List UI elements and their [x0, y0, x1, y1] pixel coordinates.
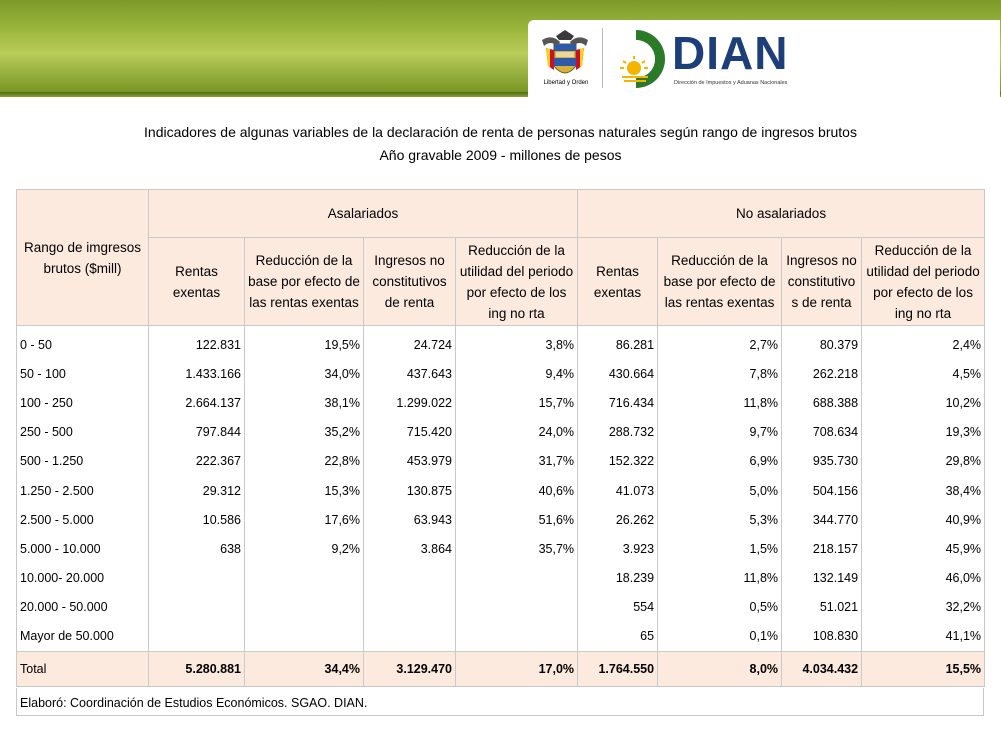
table-row [17, 447, 985, 476]
value-cell: 9,4% [456, 359, 578, 388]
page-title: Indicadores de algunas variables de la declaración de renta de personas naturales según rango de ingresos brutos [144, 124, 857, 140]
col-header: Reducción de la utilidad del periodo por efecto de los ing no rta [456, 238, 578, 326]
table-row [17, 534, 985, 563]
value-cell: 2.664.137 [149, 388, 245, 417]
range-cell: 500 - 1.250 [17, 447, 149, 476]
table-row [17, 418, 985, 447]
value-cell: 35,7% [456, 534, 578, 563]
total-cell: 34,4% [245, 652, 364, 687]
table-row [17, 388, 985, 417]
value-cell: 437.643 [364, 359, 456, 388]
value-cell: 288.732 [578, 418, 658, 447]
page-subtitle: Año gravable 2009 - millones de pesos [379, 147, 622, 163]
table-row [17, 359, 985, 388]
total-cell: 5.280.881 [149, 652, 245, 687]
value-cell: 430.664 [578, 359, 658, 388]
value-cell: 41,1% [862, 622, 985, 652]
value-cell: 17,6% [245, 505, 364, 534]
range-cell: Mayor de 50.000 [17, 622, 149, 652]
value-cell [456, 622, 578, 652]
range-cell: 1.250 - 2.500 [17, 476, 149, 505]
value-cell: 40,9% [862, 505, 985, 534]
value-cell: 122.831 [149, 326, 245, 360]
value-cell: 18.239 [578, 564, 658, 593]
value-cell: 2,7% [658, 326, 782, 360]
table-row [17, 476, 985, 505]
value-cell: 6,9% [658, 447, 782, 476]
value-cell: 41.073 [578, 476, 658, 505]
table-row [17, 326, 985, 360]
dian-logo-subtitle: Dirección de Impuestos y Aduanas Nacionales [674, 80, 788, 86]
total-cell: 1.764.550 [578, 652, 658, 687]
value-cell: 688.388 [782, 388, 862, 417]
total-cell: Total [17, 652, 149, 687]
total-cell: 15,5% [862, 652, 985, 687]
value-cell: 24.724 [364, 326, 456, 360]
value-cell: 35,2% [245, 418, 364, 447]
value-cell: 9,2% [245, 534, 364, 563]
value-cell: 10,2% [862, 388, 985, 417]
value-cell: 1.299.022 [364, 388, 456, 417]
no-asalariados-header: No asalariados [578, 190, 985, 238]
value-cell: 3.864 [364, 534, 456, 563]
table-row [17, 593, 985, 622]
value-cell: 29.312 [149, 476, 245, 505]
value-cell: 22,8% [245, 447, 364, 476]
value-cell [364, 593, 456, 622]
col-header: Reducción de la base por efecto de las rentas exentas [658, 238, 782, 326]
total-row [17, 652, 985, 687]
value-cell: 218.157 [782, 534, 862, 563]
value-cell: 15,7% [456, 388, 578, 417]
range-cell: 5.000 - 10.000 [17, 534, 149, 563]
value-cell: 51.021 [782, 593, 862, 622]
value-cell: 29,8% [862, 447, 985, 476]
value-cell: 222.367 [149, 447, 245, 476]
value-cell: 46,0% [862, 564, 985, 593]
value-cell: 45,9% [862, 534, 985, 563]
value-cell: 86.281 [578, 326, 658, 360]
indicators-table [16, 189, 985, 687]
value-cell: 3,8% [456, 326, 578, 360]
value-cell: 0,1% [658, 622, 782, 652]
value-cell [364, 564, 456, 593]
value-cell: 716.434 [578, 388, 658, 417]
value-cell [149, 593, 245, 622]
col-header: Reducción de la utilidad del periodo por efecto de los ing no rta [862, 238, 985, 326]
table-row [17, 622, 985, 652]
value-cell [456, 564, 578, 593]
value-cell [245, 622, 364, 652]
value-cell: 935.730 [782, 447, 862, 476]
value-cell: 3.923 [578, 534, 658, 563]
value-cell [364, 622, 456, 652]
value-cell [149, 564, 245, 593]
value-cell: 2,4% [862, 326, 985, 360]
value-cell: 80.379 [782, 326, 862, 360]
value-cell [456, 593, 578, 622]
value-cell: 344.770 [782, 505, 862, 534]
range-cell: 100 - 250 [17, 388, 149, 417]
range-cell: 20.000 - 50.000 [17, 593, 149, 622]
value-cell: 108.830 [782, 622, 862, 652]
range-cell: 0 - 50 [17, 326, 149, 360]
dian-sun-logo-icon [614, 28, 670, 90]
value-cell: 152.322 [578, 447, 658, 476]
value-cell: 262.218 [782, 359, 862, 388]
value-cell: 31,7% [456, 447, 578, 476]
total-cell: 4.034.432 [782, 652, 862, 687]
value-cell: 63.943 [364, 505, 456, 534]
dian-logo-text: DIAN [672, 27, 789, 79]
value-cell: 15,3% [245, 476, 364, 505]
value-cell: 4,5% [862, 359, 985, 388]
total-cell: 3.129.470 [364, 652, 456, 687]
value-cell: 19,3% [862, 418, 985, 447]
range-header: Rango de imgresos brutos ($mill) [17, 190, 149, 326]
value-cell: 5,0% [658, 476, 782, 505]
col-header: Ingresos no constitutivo s de renta [782, 238, 862, 326]
value-cell [245, 564, 364, 593]
escudo-caption: Libertad y Orden [543, 80, 589, 86]
value-cell: 708.634 [782, 418, 862, 447]
value-cell: 24,0% [456, 418, 578, 447]
value-cell: 34,0% [245, 359, 364, 388]
value-cell: 65 [578, 622, 658, 652]
value-cell: 11,8% [658, 564, 782, 593]
value-cell: 26.262 [578, 505, 658, 534]
total-cell: 17,0% [456, 652, 578, 687]
value-cell: 38,1% [245, 388, 364, 417]
value-cell: 1,5% [658, 534, 782, 563]
value-cell: 7,8% [658, 359, 782, 388]
value-cell: 638 [149, 534, 245, 563]
col-header: Rentas exentas [578, 238, 658, 326]
total-cell: 8,0% [658, 652, 782, 687]
col-header: Reducción de la base por efecto de las rentas exentas [245, 238, 364, 326]
logo-divider [602, 28, 603, 88]
asalariados-header: Asalariados [149, 190, 578, 238]
table-row [17, 564, 985, 593]
range-cell: 10.000- 20.000 [17, 564, 149, 593]
value-cell: 130.875 [364, 476, 456, 505]
source-note: Elaboró: Coordinación de Estudios Económicos. SGAO. DIAN. [16, 688, 984, 716]
value-cell: 51,6% [456, 505, 578, 534]
table-row [17, 505, 985, 534]
value-cell: 38,4% [862, 476, 985, 505]
value-cell: 715.420 [364, 418, 456, 447]
value-cell: 9,7% [658, 418, 782, 447]
value-cell: 0,5% [658, 593, 782, 622]
value-cell: 19,5% [245, 326, 364, 360]
value-cell: 32,2% [862, 593, 985, 622]
value-cell: 40,6% [456, 476, 578, 505]
value-cell: 11,8% [658, 388, 782, 417]
col-header: Rentas exentas [149, 238, 245, 326]
value-cell: 453.979 [364, 447, 456, 476]
value-cell: 10.586 [149, 505, 245, 534]
value-cell: 504.156 [782, 476, 862, 505]
value-cell: 554 [578, 593, 658, 622]
value-cell: 5,3% [658, 505, 782, 534]
value-cell: 1.433.166 [149, 359, 245, 388]
value-cell [245, 593, 364, 622]
col-header: Ingresos no constitutivos de renta [364, 238, 456, 326]
range-cell: 50 - 100 [17, 359, 149, 388]
value-cell [149, 622, 245, 652]
value-cell: 797.844 [149, 418, 245, 447]
range-cell: 250 - 500 [17, 418, 149, 447]
value-cell: 132.149 [782, 564, 862, 593]
range-cell: 2.500 - 5.000 [17, 505, 149, 534]
